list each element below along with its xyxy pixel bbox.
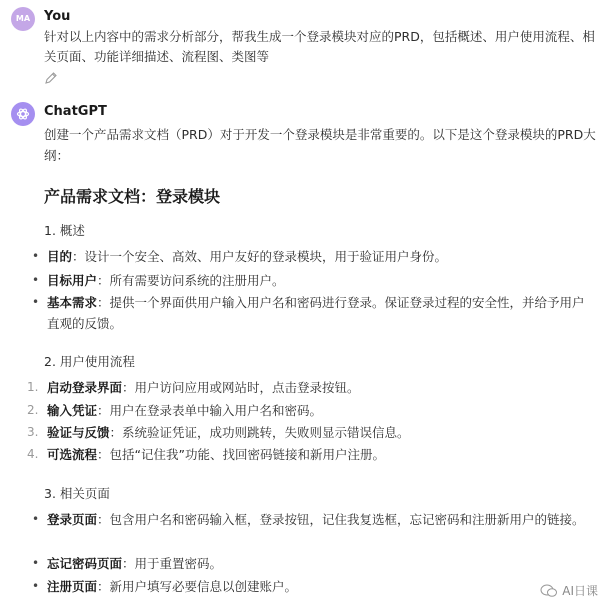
list-item: 3. 验证与反馈：系统验证凭证，成功则跳转，失败则显示错误信息。 bbox=[27, 425, 410, 440]
watermark bbox=[540, 582, 598, 599]
bullet-icon: • bbox=[32, 512, 40, 526]
bullet-icon: • bbox=[32, 579, 40, 593]
user-avatar: MA bbox=[11, 7, 35, 31]
wechat-icon bbox=[540, 584, 558, 598]
openai-logo-icon bbox=[15, 106, 31, 122]
list-item: • 基本需求：提供一个界面供用户输入用户名和密码进行登录。保证登录过程的安全性，并给予用户直观的反馈。 bbox=[47, 292, 595, 334]
list-item: • 忘记密码页面：用于重置密码。 bbox=[47, 553, 595, 574]
assistant-name: ChatGPT bbox=[44, 104, 107, 119]
list-item: • 登录页面：包含用户名和密码输入框，登录按钮，记住我复选框，忘记密码和注册新用户的链接。 bbox=[47, 509, 595, 530]
watermark-text: AI日课 bbox=[562, 584, 598, 598]
bullet-icon: • bbox=[32, 556, 40, 570]
doc-title: 产品需求文档：登录模块 bbox=[44, 187, 221, 206]
section-heading-overview: 1. 概述 bbox=[44, 223, 85, 238]
list-item: 4. 可选流程：包括“记住我”功能、找回密码链接和新用户注册。 bbox=[27, 447, 385, 462]
chatgpt-avatar bbox=[11, 102, 35, 126]
section-heading-related-pages: 3. 相关页面 bbox=[44, 486, 110, 501]
list-item: 2. 输入凭证：用户在登录表单中输入用户名和密码。 bbox=[27, 403, 323, 418]
list-item: • 注册页面：新用户填写必要信息以创建账户。 bbox=[47, 576, 595, 597]
bullet-icon: • bbox=[32, 273, 40, 287]
list-item: • 目标用户：所有需要访问系统的注册用户。 bbox=[47, 270, 595, 291]
section-heading-user-flow: 2. 用户使用流程 bbox=[44, 354, 135, 369]
list-item: • 目的：设计一个安全、高效、用户友好的登录模块，用于验证用户身份。 bbox=[47, 246, 595, 267]
bullet-icon: • bbox=[32, 295, 40, 309]
user-name: You bbox=[44, 9, 71, 24]
bullet-icon: • bbox=[32, 249, 40, 263]
assistant-intro: 创建一个产品需求文档（PRD）对于开发一个登录模块是非常重要的。以下是这个登录模块的PRD大纲： bbox=[44, 127, 596, 163]
list-item: 1. 启动登录界面：用户访问应用或网站时，点击登录按钮。 bbox=[27, 380, 360, 395]
user-prompt: 针对以上内容中的需求分析部分，帮我生成一个登录模块对应的PRD，包括概述、用户使用流程、相关页面、功能详细描述、流程图、类图等 bbox=[44, 29, 595, 64]
edit-pencil-icon[interactable] bbox=[44, 71, 58, 85]
